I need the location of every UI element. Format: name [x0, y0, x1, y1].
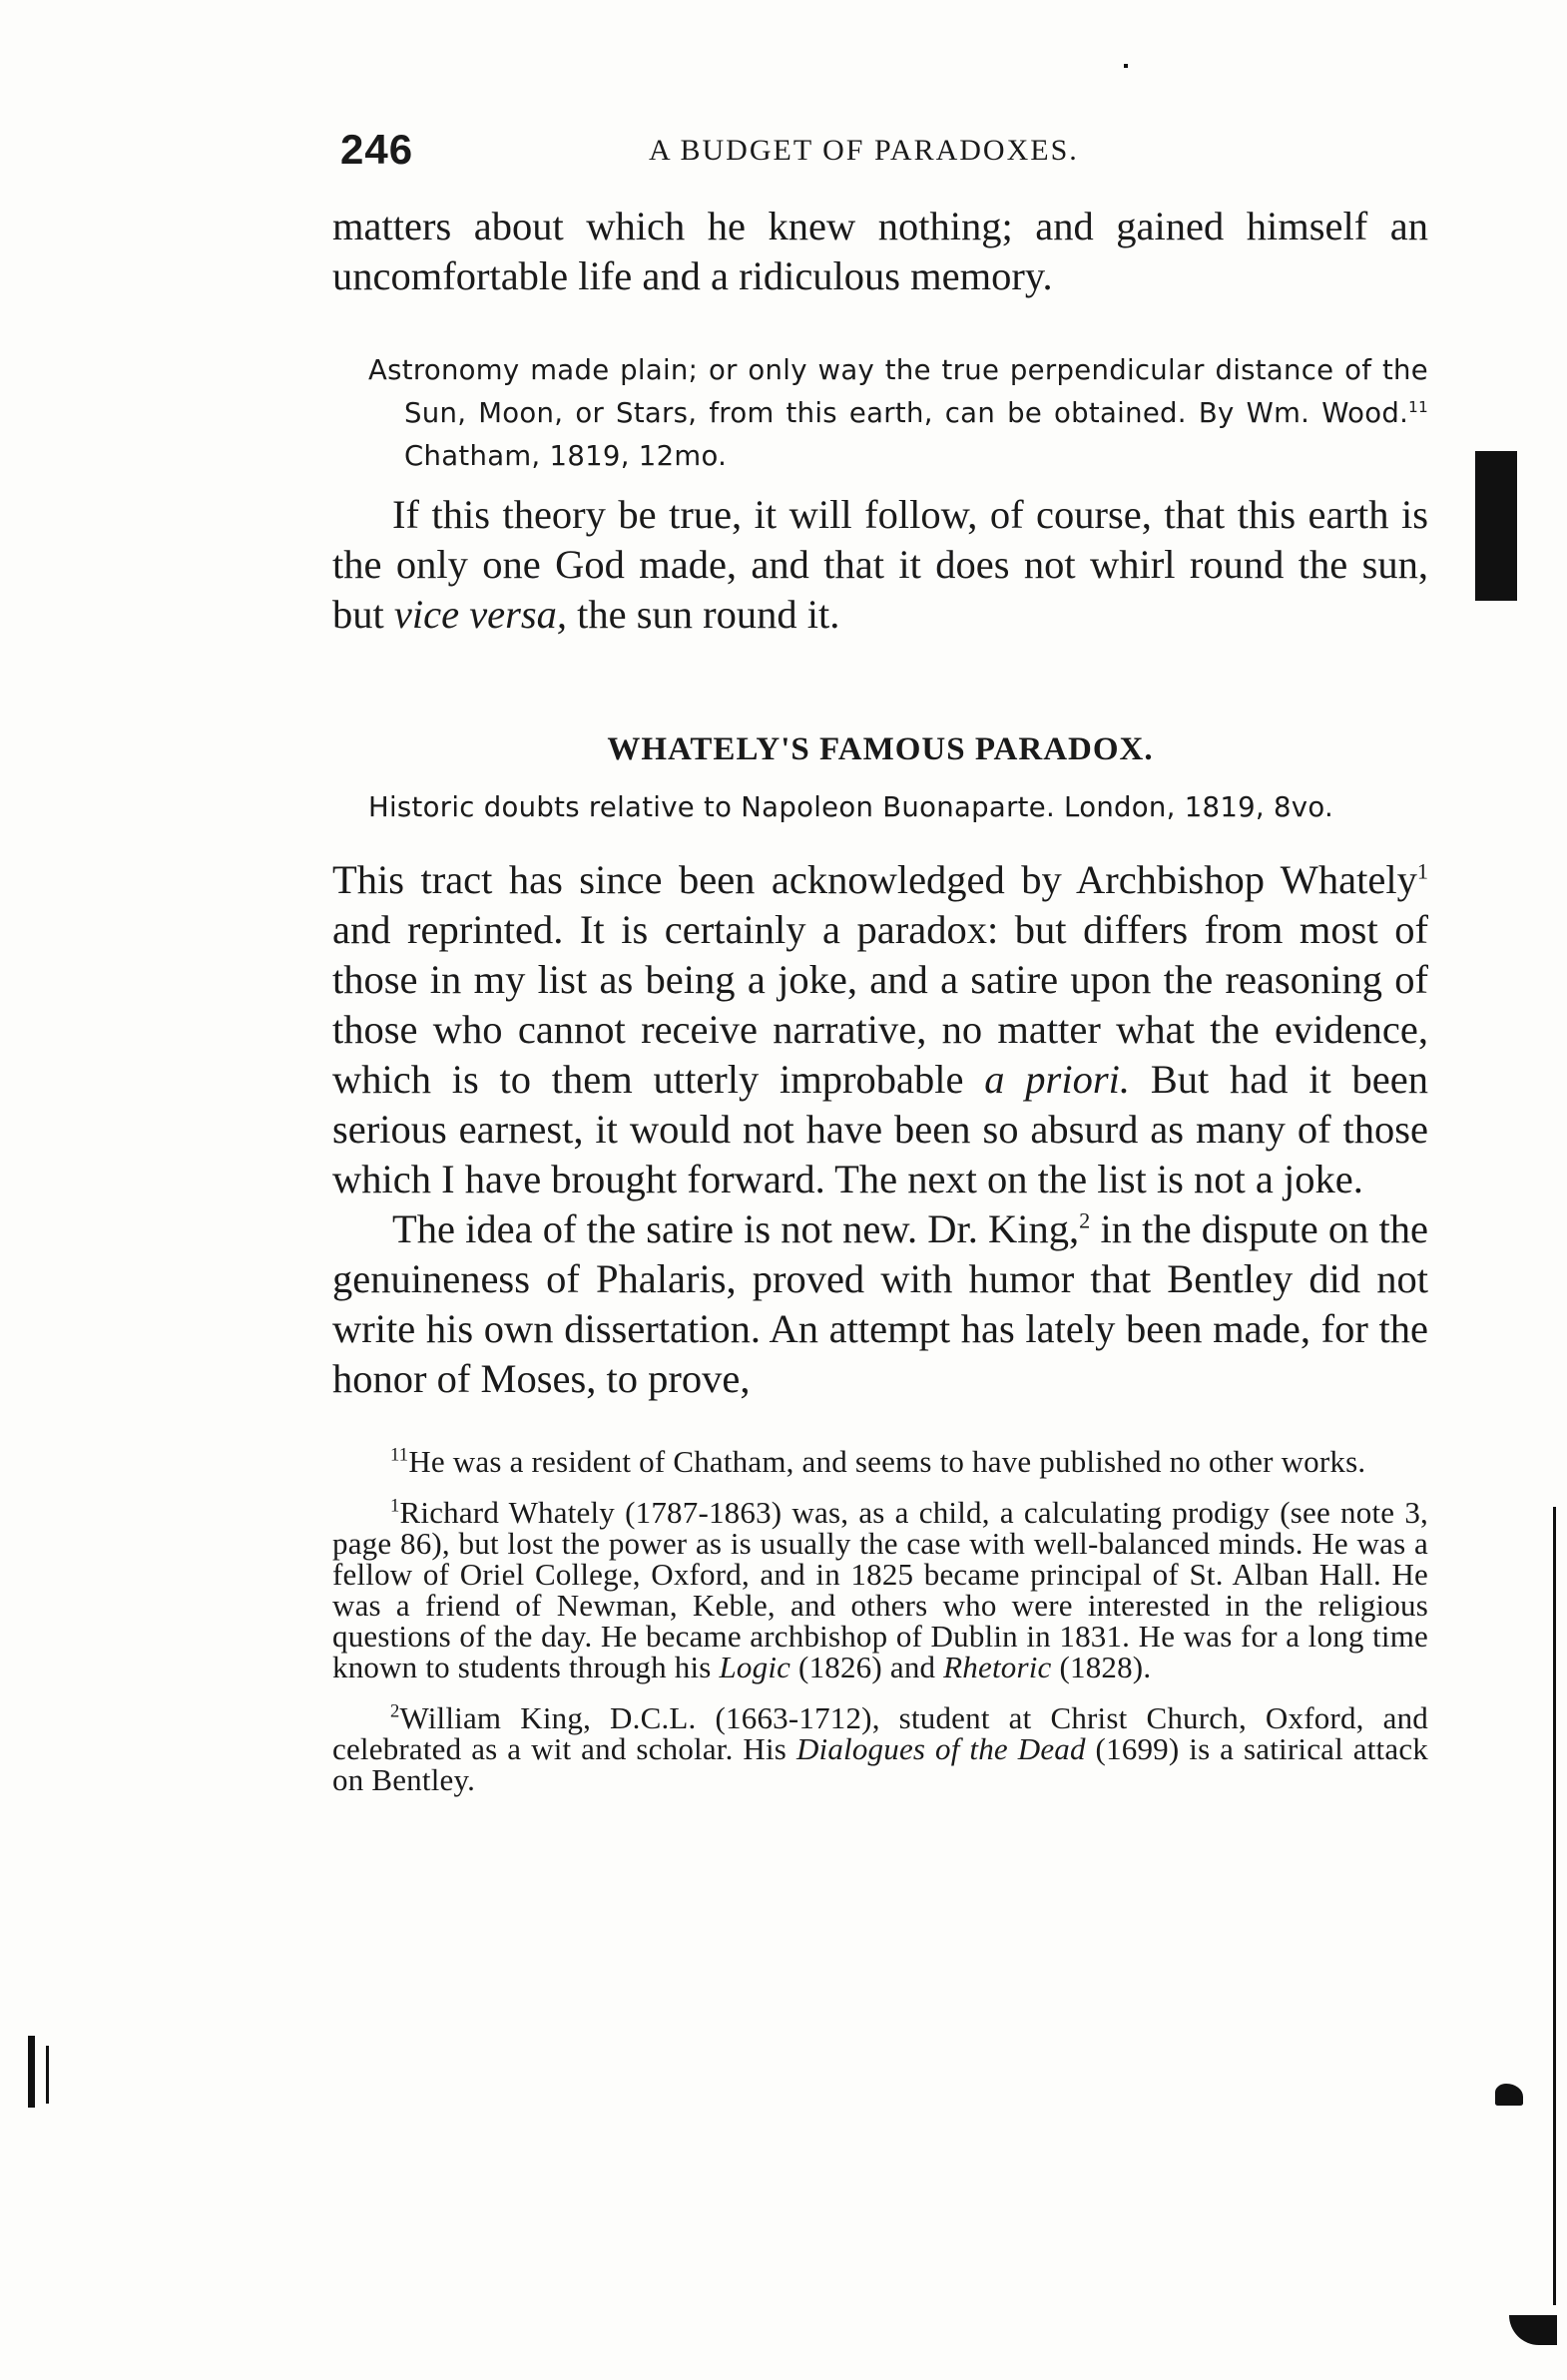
footnote-2-text: William King, D.C.L. (1663-1712), student at Christ Church, Oxford, and celebrated as a wit and scholar. His	[332, 1700, 1428, 1766]
section-heading: WHATELY'S FAMOUS PARADOX.	[607, 731, 1154, 767]
entry-wood-imprint: Chatham, 1819, 12mo.	[404, 440, 728, 472]
footnote-1-text-2: (1826) and	[790, 1650, 944, 1684]
opening-paragraph: matters about which he knew nothing; and gained himself an uncomfortable life and a ridiculous memory.	[332, 204, 1428, 298]
paragraph-tract	[332, 855, 1428, 1204]
page-number: 246	[340, 126, 414, 173]
scan-mark-right-block	[1475, 451, 1517, 601]
scan-mark-top-dot	[1124, 64, 1128, 68]
scan-mark-left-bar-2	[46, 2046, 49, 2104]
italic-logic: Logic	[719, 1650, 791, 1684]
scan-mark-left-bar-1	[28, 2036, 35, 2108]
paragraph-tract-text: This tract has since been acknowledged by Archbishop Whately	[332, 857, 1417, 902]
paragraph-theory-end: the sun round it.	[567, 592, 840, 637]
entry-wood-text: Astronomy made plain; or only way the true perpendicular distance of the Sun, Moon, or Stars, from this earth, can be obtained. By Wm. Wood.	[368, 354, 1428, 429]
footnote-mark-11: 11	[390, 1444, 409, 1466]
footnote-11	[332, 1446, 1428, 1477]
italic-dialogues: Dialogues of the Dead	[795, 1731, 1086, 1766]
footnote-ref-2: 2	[1079, 1207, 1091, 1233]
footnote-ref-11: 11	[1408, 397, 1428, 416]
footnote-2-text-2: (1699) is a satirical attack on Bentley.	[332, 1731, 1428, 1797]
catalog-entry-wood	[332, 349, 1428, 478]
footnote-2	[332, 1702, 1428, 1795]
italic-rhetoric: Rhetoric	[943, 1650, 1052, 1684]
scan-mark-right-line	[1553, 1507, 1556, 2305]
footnote-1	[332, 1497, 1428, 1682]
running-title: A BUDGET OF PARADOXES.	[649, 134, 1079, 167]
book-page	[332, 118, 1428, 1815]
footnotes	[332, 1446, 1428, 1795]
footnote-11-text: He was a resident of Chatham, and seems to have published no other works.	[408, 1444, 1366, 1479]
paragraph-tract-text-2: and reprinted. It is certainly a paradox: but differs from most of those in my list as being a joke, and a satire upon the reasoning of those who cannot receive narrative, no matter what the evidence, which is to them utterly improbable	[332, 907, 1428, 1102]
italic-vice-versa: vice versa,	[393, 592, 568, 637]
paragraph-theory-text: If this theory be true, it will follow, of course, that this earth is the only one God made, and that it does not whirl round the sun, but	[332, 492, 1428, 637]
running-head	[332, 118, 1428, 178]
catalog-entry-whately: Historic doubts relative to Napoleon Buonaparte. London, 1819, 8vo.	[368, 791, 1334, 823]
italic-a-priori: a priori.	[984, 1057, 1130, 1102]
paragraph-satire-text-2: in the dispute on the genuineness of Phalaris, proved with humor that Bentley did not write his own dissertation. An attempt has lately been made, for the honor of Moses, to prove,	[332, 1206, 1429, 1401]
paragraph-tract-text-3: But had it been serious earnest, it would not have been so absurd as many of those which I have brought forward. The next on the list is not a joke.	[332, 1057, 1429, 1201]
paragraph-theory	[332, 490, 1428, 640]
footnote-ref-1: 1	[1416, 858, 1428, 884]
footnote-1-text-3: (1828).	[1051, 1650, 1152, 1684]
footnote-1-text: Richard Whately (1787-1863) was, as a child, a calculating prodigy (see note 3, page 86), but lost the power as is usually the case with well-balanced minds. He was a fellow of Oriel College, Oxford, and in 1825 became principal of St. Alban Hall. He was a friend of Newman, Keble, and others who were interested in the religious questions of the day. He became archbishop of Dublin in 1831. He was for a long time known to students through his	[332, 1495, 1428, 1684]
scan-mark-bottom-right	[1509, 2315, 1557, 2345]
footnote-mark-2: 2	[390, 1700, 400, 1722]
paragraph-satire	[332, 1204, 1428, 1404]
scan-mark-right-blot	[1495, 2084, 1523, 2106]
paragraph-satire-text: The idea of the satire is not new. Dr. King,	[392, 1206, 1080, 1251]
footnote-mark-1: 1	[390, 1495, 400, 1517]
